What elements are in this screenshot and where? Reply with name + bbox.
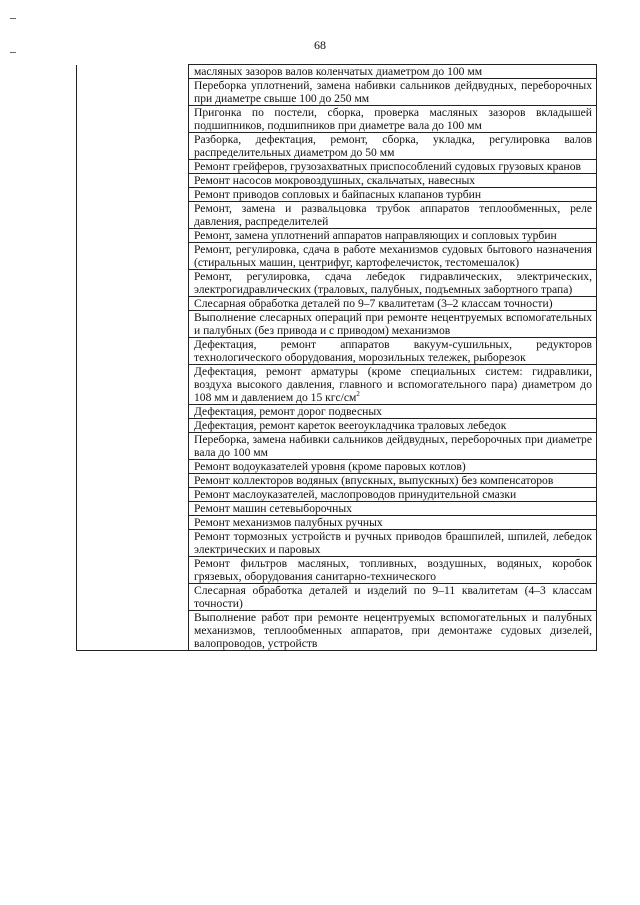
work-description-cell [189, 502, 597, 516]
work-description-text: Ремонт, регулировка, сдача в работе механизмов судовых бытового назначения (стиральных машин, центрифуг, картофелечисток, тестомешалок) [194, 243, 592, 269]
work-description-cell [189, 405, 597, 419]
work-description-cell [189, 188, 597, 202]
work-description-text: Ремонт, замена и развальцовка трубок аппаратов теплообменных, реле давления, распределителей [194, 202, 592, 228]
profession-column-cell [77, 65, 189, 651]
work-description-text: Выполнение работ при ремонте нецентруемых вспомогательных и палубных механизмов, теплообменных аппаратов, при демонтаже судовых дизелей, валопроводов, устройств [194, 611, 592, 650]
work-description-cell [189, 433, 597, 460]
work-description-text: Ремонт фильтров масляных, топливных, воздушных, водяных, коробок грязевых, оборудования санитарно-технического [194, 557, 592, 583]
page-number: 68 [314, 38, 326, 52]
work-list-table [76, 64, 597, 651]
work-description-cell [189, 106, 597, 133]
work-description-text: Дефектация, ремонт аппаратов вакуум-сушильных, редукторов технологического оборудования, морозильных тележек, рыборезок [194, 338, 592, 364]
work-description-text: Дефектация, ремонт дорог подвесных [194, 405, 382, 418]
work-description-cell [189, 530, 597, 557]
work-description-cell [189, 516, 597, 530]
work-description-text: Выполнение слесарных операций при ремонте нецентруемых вспомогательных и палубных (без привода и с приводом) механизмов [194, 311, 592, 337]
work-description-cell [189, 611, 597, 651]
work-description-text: Ремонт тормозных устройств и ручных приводов брашпилей, шпилей, лебедок электрических и паровых [194, 530, 592, 556]
work-description-cell [189, 79, 597, 106]
work-description-cell [189, 243, 597, 270]
work-description-text: Дефектация, ремонт кареток вееroукладчика траловых лебедок [194, 419, 507, 432]
work-description-cell [189, 474, 597, 488]
work-description-cell [189, 488, 597, 502]
work-description-text: Переборка, замена набивки сальников дейдвудных, переборочных при диаметре вала до 100 мм [194, 433, 592, 459]
work-description-text: Ремонт насосов мокровоздушных, скальчатых, навесных [194, 174, 476, 187]
work-description-text: Ремонт грейферов, грузозахватных приспособлений судовых грузовых кранов [194, 160, 581, 173]
work-description-text: Ремонт водоуказателей уровня (кроме паровых котлов) [194, 460, 466, 473]
work-description-cell [189, 338, 597, 365]
work-description-text: Ремонт, регулировка, сдача лебедок гидравлических, электрических, электрогидравлических (траловых, палубных, подъемных забортного трапа) [194, 270, 592, 296]
work-description-cell [189, 270, 597, 297]
work-description-cell [189, 160, 597, 174]
work-description-text: Ремонт механизмов палубных ручных [194, 516, 383, 529]
scan-margin-mark [10, 18, 16, 19]
work-description-text: Ремонт приводов сопловых и байпасных клапанов турбин [194, 188, 482, 201]
work-description-text: Разборка, дефектация, ремонт, сборка, укладка, регулировка валов распределительных диаметром до 50 мм [194, 133, 592, 159]
work-description-text: Ремонт коллекторов водяных (впускных, выпускных) без компенсаторов [194, 474, 554, 487]
work-description-cell [189, 557, 597, 584]
work-description-text: масляных зазоров валов коленчатых диаметром до 100 мм [194, 65, 483, 78]
work-description-cell [189, 202, 597, 229]
work-description-cell [189, 460, 597, 474]
work-description-cell [189, 311, 597, 338]
work-description-text: Пригонка по постели, сборка, проверка масляных зазоров вкладышей подшипников, подшипников при диаметре вала до 100 мм [194, 106, 592, 132]
work-description-text: Переборка уплотнений, замена набивки сальников дейдвудных, переборочных при диаметре свыше 100 до 250 мм [194, 79, 592, 105]
work-description-text: Слесарная обработка деталей и изделий по 9–11 квалитетам (4–3 классам точности) [194, 584, 592, 610]
work-description-text: Ремонт маслоуказателей, маслопроводов принудительной смазки [194, 488, 517, 501]
work-description-cell [189, 584, 597, 611]
work-description-cell [189, 229, 597, 243]
work-description-text: Ремонт, замена уплотнений аппаратов направляющих и сопловых турбин [194, 229, 557, 242]
work-description-cell [189, 133, 597, 160]
work-description-cell [189, 174, 597, 188]
table-row [77, 65, 597, 79]
work-description-cell [189, 65, 597, 79]
work-description-text: Дефектация, ремонт арматуры (кроме специальных систем: гидравлики, воздуха высокого давления, главного и вспомогательного пара) диаметром до 108 мм и давлением до 15 кгс/см [194, 365, 592, 404]
work-description-text: Ремонт машин сетевыборочных [194, 502, 352, 515]
work-description-cell [189, 297, 597, 311]
work-description-cell [189, 365, 597, 405]
work-description-cell [189, 419, 597, 433]
superscript-unit: 2 [356, 390, 360, 399]
work-list-table-body [77, 65, 597, 651]
work-description-text: Слесарная обработка деталей по 9–7 квалитетам (3–2 классам точности) [194, 297, 553, 310]
